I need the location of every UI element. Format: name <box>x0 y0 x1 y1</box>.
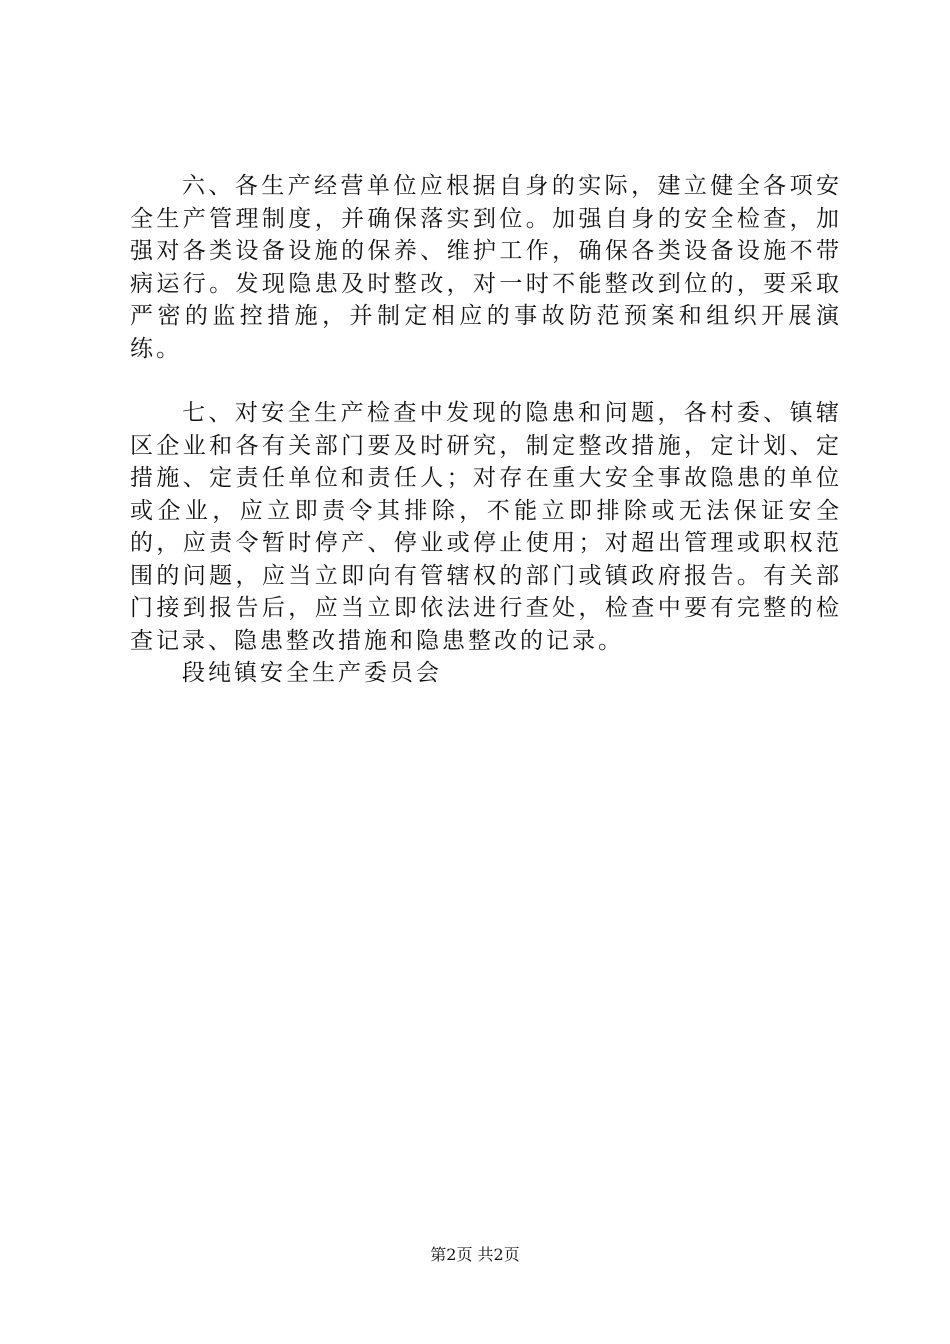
paragraph-six: 六、各生产经营单位应根据自身的实际，建立健全各项安全生产管理制度，并确保落实到位。加强自身的安全检查，加强对各类设备设施的保养、维护工作，确保各类设备设施不带病运行。发现隐患及时整改，对一时不能整改到位的，要采取严密的监控措施，并制定相应的事故防范预案和组织开展演练。 <box>130 173 842 362</box>
page-footer: 第2页 共2页 <box>430 1245 520 1264</box>
paragraph-seven: 七、对安全生产检查中发现的隐患和问题，各村委、镇辖区企业和各有关部门要及时研究，制定整改措施，定计划、定措施、定责任单位和责任人；对存在重大安全事故隐患的单位或企业，应立即责令其排除，不能立即排除或无法保证安全的，应责令暂时停产、停业或停止使用；对超出管理或职权范围的问题，应当立即向有管辖权的部门或镇政府报告。有关部门接到报告后，应当立即依法进行查处，检查中要有完整的检查记录、隐患整改措施和隐患整改的记录。 <box>130 400 842 654</box>
signature-line: 段纯镇安全生产委员会 <box>182 660 442 686</box>
document-body <box>130 170 842 690</box>
